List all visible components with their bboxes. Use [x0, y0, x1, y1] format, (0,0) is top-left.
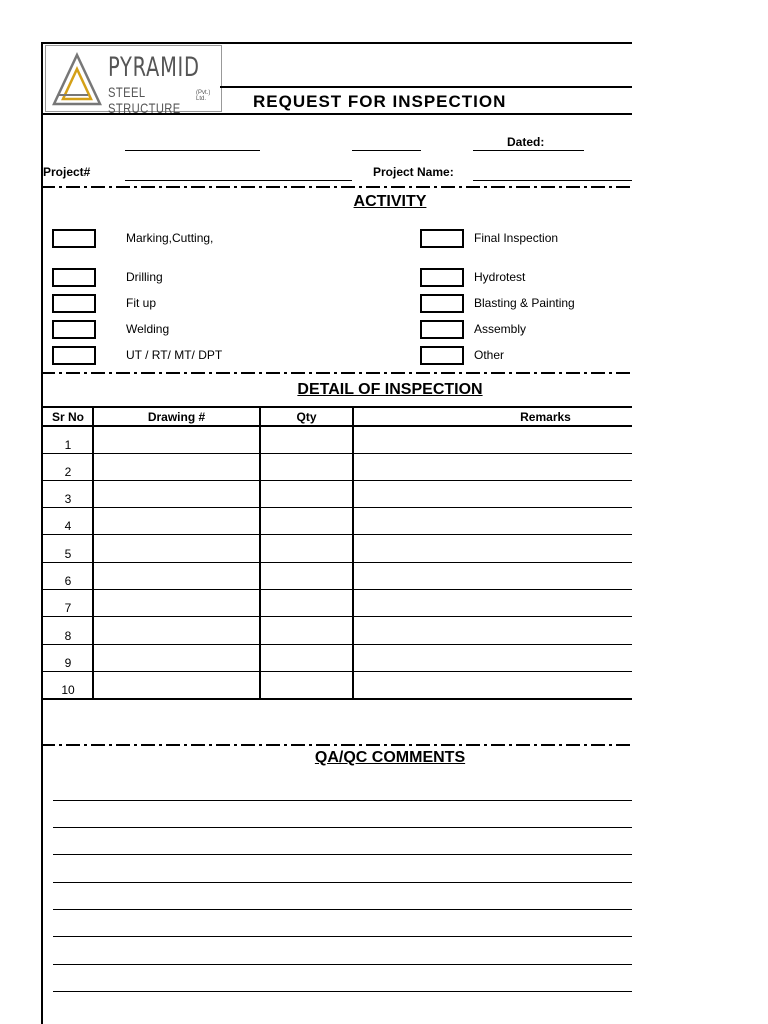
sr-no-6: 6: [64, 574, 72, 588]
comment-line-3[interactable]: [53, 854, 632, 855]
checkbox-hydrotest[interactable]: [420, 268, 464, 287]
activity-fit-up: Fit up: [126, 296, 157, 310]
pyramid-logo-icon: [50, 49, 105, 109]
checkbox-blasting-painting[interactable]: [420, 294, 464, 313]
col-divider-3: [352, 406, 354, 698]
activity-blasting-painting: Blasting & Painting: [474, 296, 575, 310]
dated-field[interactable]: [473, 150, 584, 151]
table-row: [41, 616, 632, 617]
table-top: [41, 406, 632, 408]
title-bottom-rule: [41, 113, 632, 115]
table-row: [41, 562, 632, 563]
divider-comments: [41, 744, 632, 746]
col-remarks: Remarks: [520, 410, 571, 424]
col-drawing: Drawing #: [147, 410, 206, 424]
activity-welding: Welding: [126, 322, 170, 336]
activity-heading: ACTIVITY: [353, 193, 427, 210]
table-row: [41, 534, 632, 535]
table-row: [41, 671, 632, 672]
sr-no-7: 7: [64, 601, 72, 615]
form-title: REQUEST FOR INSPECTION: [253, 92, 507, 111]
sr-no-1: 1: [64, 438, 72, 452]
checkbox-fit-up[interactable]: [52, 294, 96, 313]
checkbox-ut-rt-mt-dpt[interactable]: [52, 346, 96, 365]
col-divider-2: [259, 406, 261, 698]
sr-no-8: 8: [64, 629, 72, 643]
activity-drilling: Drilling: [126, 270, 163, 284]
logo-sub: STEEL STRUCTURE: [108, 84, 181, 116]
divider-inspection: [41, 372, 632, 374]
divider-activity: [41, 186, 632, 188]
project-no-label: Project#: [43, 165, 91, 179]
col-sr-no: Sr No: [51, 410, 84, 424]
checkbox-marking-cutting[interactable]: [52, 229, 96, 248]
comment-line-7[interactable]: [53, 964, 632, 965]
dated-label: Dated:: [507, 135, 545, 149]
project-name-label: Project Name:: [373, 165, 454, 179]
inspection-heading: DETAIL OF INSPECTION: [297, 381, 483, 398]
activity-marking-cutting: Marking,Cutting,: [126, 231, 214, 245]
table-bottom: [41, 698, 632, 700]
top-border: [41, 42, 632, 44]
activity-ut-rt-mt-dpt: UT / RT/ MT/ DPT: [126, 348, 223, 362]
field-line-2[interactable]: [352, 150, 421, 151]
activity-hydrotest: Hydrotest: [474, 270, 526, 284]
sr-no-10: 10: [61, 683, 75, 697]
comment-line-8[interactable]: [53, 991, 632, 992]
table-row: [41, 480, 632, 481]
table-row: [41, 589, 632, 590]
table-row: [41, 453, 632, 454]
checkbox-assembly[interactable]: [420, 320, 464, 339]
col-divider-1: [92, 406, 94, 698]
checkbox-other[interactable]: [420, 346, 464, 365]
sr-no-4: 4: [64, 519, 72, 533]
activity-assembly: Assembly: [474, 322, 527, 336]
comments-heading: QA/QC COMMENTS: [314, 749, 466, 766]
logo-brand: PYRAMID: [108, 52, 200, 83]
sr-no-2: 2: [64, 465, 72, 479]
project-name-field[interactable]: [473, 180, 632, 181]
activity-other: Other: [474, 348, 505, 362]
comment-line-4[interactable]: [53, 882, 632, 883]
sr-no-3: 3: [64, 492, 72, 506]
left-border: [41, 42, 43, 1024]
logo-suffix: (Pvt.) Ltd.: [196, 90, 211, 102]
comment-line-5[interactable]: [53, 909, 632, 910]
title-top-rule: [220, 86, 632, 88]
checkbox-final-inspection[interactable]: [420, 229, 464, 248]
table-row: [41, 644, 632, 645]
table-header-bottom: [41, 425, 632, 427]
checkbox-drilling[interactable]: [52, 268, 96, 287]
field-line-1[interactable]: [125, 150, 260, 151]
sr-no-9: 9: [64, 656, 72, 670]
logo-box: [45, 45, 222, 116]
comment-line-1[interactable]: [53, 800, 632, 801]
activity-final-inspection: Final Inspection: [474, 231, 559, 245]
checkbox-welding[interactable]: [52, 320, 96, 339]
comment-line-6[interactable]: [53, 936, 632, 937]
table-row: [41, 507, 632, 508]
comment-line-2[interactable]: [53, 827, 632, 828]
col-qty: Qty: [296, 410, 317, 424]
project-no-field[interactable]: [125, 180, 352, 181]
sr-no-5: 5: [64, 547, 72, 561]
